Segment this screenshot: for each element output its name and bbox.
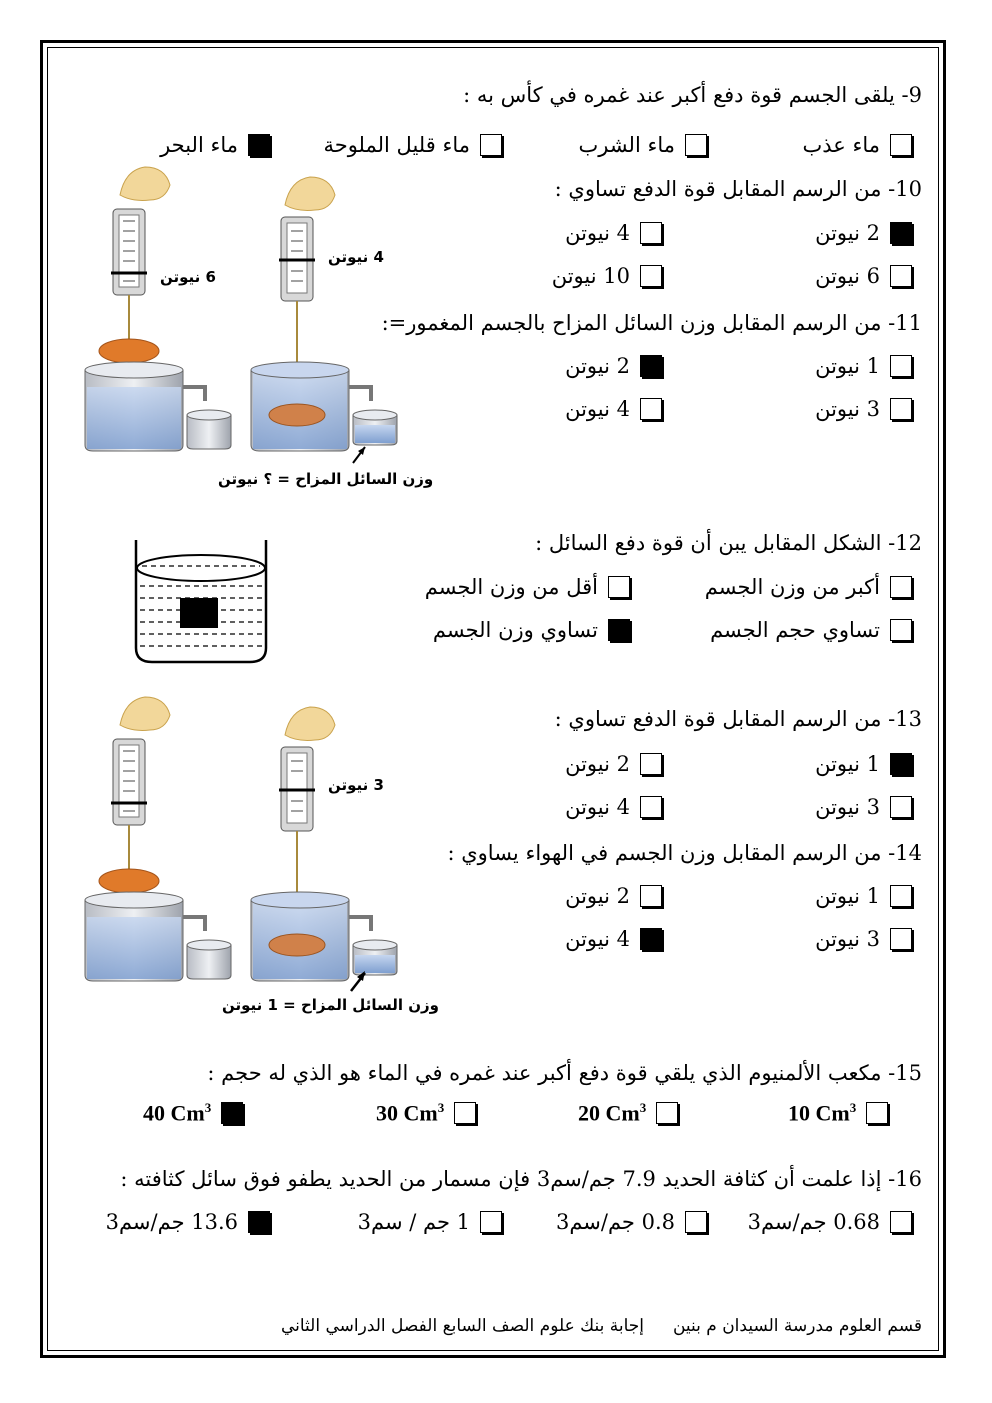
checkbox[interactable] <box>890 753 912 775</box>
checkbox[interactable] <box>221 1102 243 1124</box>
checkbox[interactable] <box>640 885 662 907</box>
q15-option-1[interactable]: 10 Cm$^3$ <box>788 1100 888 1126</box>
q11-option-4[interactable]: 4 نيوتن <box>565 396 662 422</box>
q13-option-1[interactable]: 1 نيوتن <box>815 751 912 777</box>
checkbox[interactable] <box>248 1211 270 1233</box>
fig1-caption: وزن السائل المزاح = ؟ نيوتن <box>218 470 434 488</box>
q11-option-3[interactable]: 3 نيوتن <box>815 396 912 422</box>
checkbox[interactable] <box>640 222 662 244</box>
checkbox[interactable] <box>890 265 912 287</box>
checkbox[interactable] <box>685 1211 707 1233</box>
fig1-right-label: 4 نيوتن <box>328 248 384 266</box>
checkbox[interactable] <box>480 1211 502 1233</box>
checkbox[interactable] <box>890 928 912 950</box>
q12-option-2[interactable]: أقل من وزن الجسم <box>425 574 630 600</box>
q10-option-1[interactable]: 2 نيوتن <box>815 220 912 246</box>
question-12: 12- الشكل المقابل يبن أن قوة دفع السائل : <box>535 531 922 555</box>
checkbox[interactable] <box>890 796 912 818</box>
q14-option-2[interactable]: 2 نيوتن <box>565 883 662 909</box>
q9-option-1[interactable]: ماء عذب <box>802 132 912 158</box>
q12-option-3[interactable]: تساوي حجم الجسم <box>710 617 912 643</box>
checkbox[interactable] <box>640 753 662 775</box>
checkbox[interactable] <box>890 885 912 907</box>
q15-option-4[interactable]: 40 Cm$^3$ <box>143 1100 243 1126</box>
hand-icon <box>120 167 170 200</box>
checkbox[interactable] <box>454 1102 476 1124</box>
footer-title: إجابة بنك علوم الصف السابع الفصل الدراسي الثاني <box>280 1316 644 1336</box>
figure-beaker-cube <box>132 536 272 666</box>
q11-option-2[interactable]: 2 نيوتن <box>565 353 662 379</box>
checkbox[interactable] <box>890 355 912 377</box>
q10-option-2[interactable]: 4 نيوتن <box>565 220 662 246</box>
question-10: 10- من الرسم المقابل قوة الدفع تساوي : <box>554 177 922 201</box>
question-9: 9- يلقى الجسم قوة دفع أكبر عند غمره في كأس به : <box>463 83 922 107</box>
checkbox[interactable] <box>640 398 662 420</box>
checkbox[interactable] <box>866 1102 888 1124</box>
fig2-caption: وزن السائل المزاح = 1 نيوتن <box>222 996 439 1014</box>
q16-option-4[interactable]: 13.6 جم/سم3 <box>106 1209 270 1235</box>
q14-option-1[interactable]: 1 نيوتن <box>815 883 912 909</box>
q9-option-2[interactable]: ماء الشرب <box>578 132 707 158</box>
hand-icon <box>285 177 335 210</box>
checkbox[interactable] <box>656 1102 678 1124</box>
q14-option-3[interactable]: 3 نيوتن <box>815 926 912 952</box>
q12-option-1[interactable]: أكبر من وزن الجسم <box>705 574 912 600</box>
checkbox[interactable] <box>890 619 912 641</box>
q12-option-4[interactable]: تساوي وزن الجسم <box>433 617 630 643</box>
q13-option-4[interactable]: 4 نيوتن <box>565 794 662 820</box>
checkbox[interactable] <box>890 398 912 420</box>
checkbox[interactable] <box>890 576 912 598</box>
checkbox[interactable] <box>890 134 912 156</box>
question-11: 11- من الرسم المقابل وزن السائل المزاح بالجسم المغمور=: <box>381 311 922 335</box>
question-15: 15- مكعب الألمنيوم الذي يلقي قوة دفع أكبر عند غمره في الماء هو الذي له حجم : <box>207 1061 922 1085</box>
hand-icon <box>120 697 170 730</box>
q9-option-3[interactable]: ماء قليل الملوحة <box>323 132 502 158</box>
fig1-left-label: 6 نيوتن <box>160 268 216 286</box>
figure-spring-balance-2 <box>75 695 435 1025</box>
q16-option-3[interactable]: 1 جم / سم3 <box>358 1209 502 1235</box>
checkbox[interactable] <box>608 619 630 641</box>
q11-option-1[interactable]: 1 نيوتن <box>815 353 912 379</box>
hand-icon <box>285 707 335 740</box>
q16-option-2[interactable]: 0.8 جم/سم3 <box>556 1209 707 1235</box>
checkbox[interactable] <box>640 355 662 377</box>
checkbox[interactable] <box>640 928 662 950</box>
q13-option-2[interactable]: 2 نيوتن <box>565 751 662 777</box>
question-16: 16- إذا علمت أن كثافة الحديد 7.9 جم/سم3 فإن مسمار من الحديد يطفو فوق سائل كثافته : <box>120 1167 922 1191</box>
q9-option-4[interactable]: ماء البحر <box>160 132 270 158</box>
q15-option-3[interactable]: 30 Cm$^3$ <box>376 1100 476 1126</box>
checkbox[interactable] <box>608 576 630 598</box>
checkbox[interactable] <box>890 222 912 244</box>
q10-option-3[interactable]: 6 نيوتن <box>815 263 912 289</box>
checkbox[interactable] <box>685 134 707 156</box>
q14-option-4[interactable]: 4 نيوتن <box>565 926 662 952</box>
question-13: 13- من الرسم المقابل قوة الدفع تساوي : <box>554 707 922 731</box>
question-14: 14- من الرسم المقابل وزن الجسم في الهواء يساوي : <box>447 841 922 865</box>
q10-option-4[interactable]: 10 نيوتن <box>552 263 662 289</box>
checkbox[interactable] <box>248 134 270 156</box>
fig2-right-label: 3 نيوتن <box>328 776 384 794</box>
q13-option-3[interactable]: 3 نيوتن <box>815 794 912 820</box>
checkbox[interactable] <box>890 1211 912 1233</box>
q16-option-1[interactable]: 0.68 جم/سم3 <box>748 1209 912 1235</box>
figure-spring-balance-1 <box>75 165 435 495</box>
q15-option-2[interactable]: 20 Cm$^3$ <box>578 1100 678 1126</box>
checkbox[interactable] <box>640 265 662 287</box>
checkbox[interactable] <box>640 796 662 818</box>
checkbox[interactable] <box>480 134 502 156</box>
footer-department: قسم العلوم مدرسة السيدان م بنين <box>672 1316 922 1336</box>
